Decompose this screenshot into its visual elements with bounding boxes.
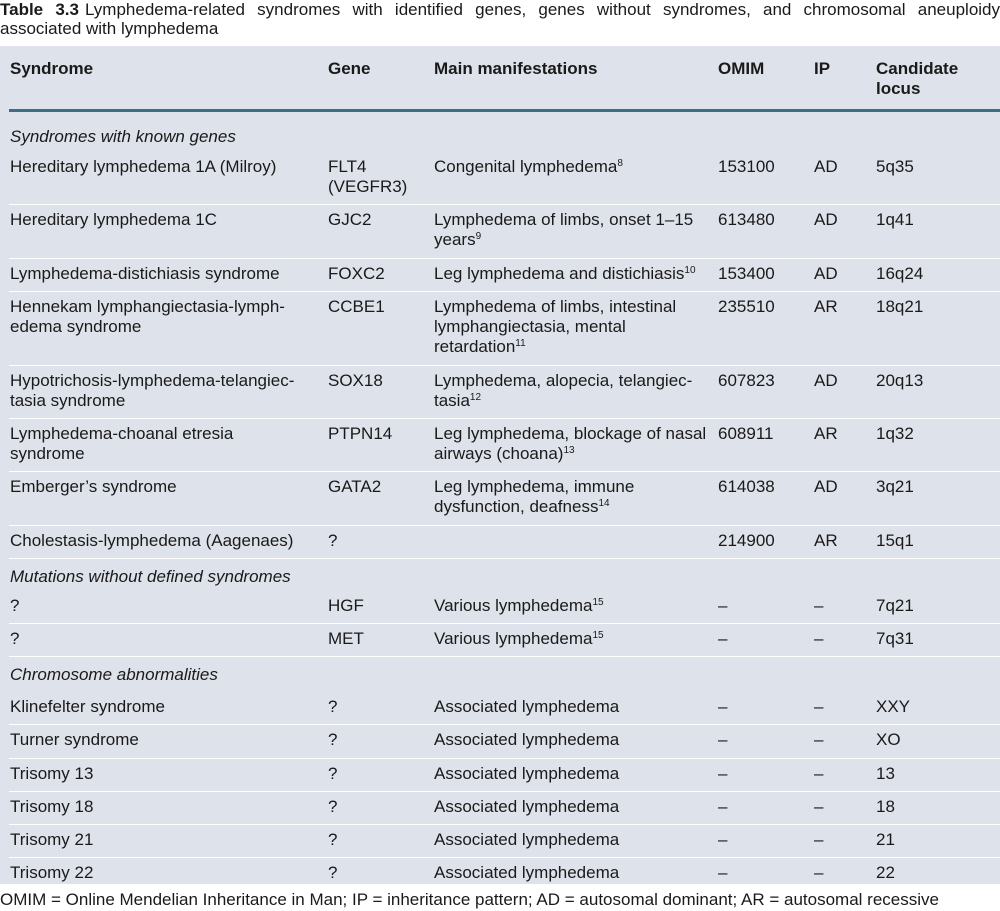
syndrome-text: Trisomy 18 bbox=[10, 797, 94, 816]
ip-text: AR bbox=[814, 297, 838, 316]
ip-text: – bbox=[814, 697, 824, 716]
syndrome-text: Trisomy 22 bbox=[10, 863, 94, 882]
locus-text: 18q21 bbox=[876, 297, 924, 316]
table-row bbox=[0, 365, 1000, 418]
locus-text: 16q24 bbox=[876, 264, 924, 283]
cell-manifestations bbox=[434, 297, 710, 357]
cell-omim bbox=[718, 730, 808, 750]
cell-locus bbox=[876, 629, 976, 649]
table-label: Table 3.3 bbox=[0, 0, 79, 19]
reference-number: 9 bbox=[475, 231, 482, 242]
cell-syndrome bbox=[10, 477, 310, 497]
cell-manifestations bbox=[434, 629, 710, 649]
omim-text: 613480 bbox=[718, 210, 775, 229]
omim-text: – bbox=[718, 797, 728, 816]
table-footnote: OMIM = Online Mendelian Inheritance in Man; IP = inheritance pattern; AD = autosomal dominant; AR = autosomal recessive bbox=[0, 890, 939, 909]
gene-text: FLT4 (VEGFR3) bbox=[328, 157, 408, 196]
cell-syndrome bbox=[10, 797, 310, 817]
table-row bbox=[0, 758, 1000, 791]
cell-omim bbox=[718, 697, 808, 717]
gene-text: ? bbox=[328, 830, 338, 849]
cell-omim bbox=[718, 531, 808, 551]
cell-gene bbox=[328, 157, 423, 197]
cell-omim bbox=[718, 830, 808, 850]
cell-manifestations bbox=[434, 596, 710, 616]
cell-locus bbox=[876, 297, 976, 317]
header-ip: IP bbox=[814, 59, 831, 78]
table-row bbox=[0, 724, 1000, 758]
cell-manifestations bbox=[434, 210, 710, 250]
omim-text: 153400 bbox=[718, 264, 775, 283]
header-rule bbox=[9, 109, 1000, 112]
gene-text: HGF bbox=[328, 596, 364, 615]
header-candidate-locus: Candidate locus bbox=[876, 59, 959, 98]
cell-locus bbox=[876, 596, 976, 616]
cell-ip bbox=[814, 797, 864, 817]
cell-ip bbox=[814, 210, 864, 230]
manifestations-text: Leg lymphedema, immune dysfunction, deafness bbox=[434, 477, 635, 516]
reference-number: 15 bbox=[592, 597, 604, 608]
cell-gene bbox=[328, 210, 423, 230]
manifestations-text: Associated lymphedema bbox=[434, 730, 620, 749]
ip-text: – bbox=[814, 830, 824, 849]
cell-gene bbox=[328, 297, 423, 317]
table-row bbox=[0, 623, 1000, 656]
cell-ip bbox=[814, 371, 864, 391]
table-row bbox=[0, 258, 1000, 291]
cell-ip bbox=[814, 264, 864, 284]
cell-syndrome bbox=[10, 371, 310, 411]
cell-omim bbox=[718, 210, 808, 230]
cell-omim bbox=[718, 371, 808, 391]
manifestations-text: Congenital lymphedema bbox=[434, 157, 618, 176]
locus-text: 15q1 bbox=[876, 531, 914, 550]
cell-omim bbox=[718, 264, 808, 284]
omim-text: – bbox=[718, 697, 728, 716]
locus-text: 13 bbox=[876, 764, 895, 783]
cell-locus bbox=[876, 157, 976, 177]
cell-ip bbox=[814, 863, 864, 883]
locus-text: XO bbox=[876, 730, 901, 749]
cell-syndrome bbox=[10, 297, 310, 337]
row-separator bbox=[9, 656, 1000, 657]
lymphedema-table bbox=[0, 46, 1000, 884]
cell-gene bbox=[328, 830, 423, 850]
ip-text: AR bbox=[814, 424, 838, 443]
header-syndrome: Syndrome bbox=[10, 59, 94, 78]
manifestations-text: Associated lymphedema bbox=[434, 697, 620, 716]
cell-locus bbox=[876, 830, 976, 850]
cell-ip bbox=[814, 477, 864, 497]
omim-text: 214900 bbox=[718, 531, 775, 550]
cell-ip bbox=[814, 157, 864, 177]
gene-text: ? bbox=[328, 730, 338, 749]
table-row bbox=[0, 471, 1000, 525]
syndrome-text: Emberger’s syndrome bbox=[10, 477, 177, 496]
table-row bbox=[0, 151, 1000, 204]
omim-text: 235510 bbox=[718, 297, 775, 316]
ip-text: AR bbox=[814, 531, 838, 550]
manifestations-text: Leg lymphedema, blockage of nasal airways (choana) bbox=[434, 424, 707, 463]
locus-text: 1q32 bbox=[876, 424, 914, 443]
cell-manifestations bbox=[434, 863, 710, 883]
locus-text: 22 bbox=[876, 863, 895, 882]
table-caption-text: Lymphedema-related syndromes with identified genes, genes without syndromes, and chromosomal aneuploidy associated with lymphedema bbox=[0, 0, 1000, 38]
section-heading: Mutations without defined syndromes bbox=[10, 567, 291, 586]
gene-text: MET bbox=[328, 629, 364, 648]
cell-omim bbox=[718, 797, 808, 817]
cell-ip bbox=[814, 531, 864, 551]
cell-syndrome bbox=[10, 697, 310, 717]
cell-manifestations bbox=[434, 697, 710, 717]
syndrome-text: Hypotrichosis-lymphedema-telangiec- tasia syndrome bbox=[10, 371, 295, 410]
gene-text: FOXC2 bbox=[328, 264, 385, 283]
cell-manifestations bbox=[434, 730, 710, 750]
omim-text: 614038 bbox=[718, 477, 775, 496]
gene-text: ? bbox=[328, 697, 338, 716]
ip-text: – bbox=[814, 863, 824, 882]
cell-omim bbox=[718, 629, 808, 649]
manifestations-text: Associated lymphedema bbox=[434, 863, 620, 882]
cell-gene bbox=[328, 531, 423, 551]
reference-number: 10 bbox=[684, 265, 696, 276]
cell-ip bbox=[814, 730, 864, 750]
gene-text: ? bbox=[328, 863, 338, 882]
cell-manifestations bbox=[434, 477, 710, 517]
gene-text: PTPN14 bbox=[328, 424, 393, 443]
syndrome-text: Lymphedema-distichiasis syndrome bbox=[10, 264, 280, 283]
syndrome-text: Klinefelter syndrome bbox=[10, 697, 165, 716]
cell-locus bbox=[876, 764, 976, 784]
omim-text: 607823 bbox=[718, 371, 775, 390]
locus-text: 3q21 bbox=[876, 477, 914, 496]
locus-text: 1q41 bbox=[876, 210, 914, 229]
gene-text: ? bbox=[328, 797, 338, 816]
cell-syndrome bbox=[10, 210, 310, 230]
ip-text: AD bbox=[814, 157, 838, 176]
ip-text: AD bbox=[814, 210, 838, 229]
omim-text: – bbox=[718, 730, 728, 749]
cell-syndrome bbox=[10, 596, 310, 616]
manifestations-text: Lymphedema of limbs, onset 1–15 years bbox=[434, 210, 694, 249]
cell-manifestations bbox=[434, 264, 710, 284]
ip-text: – bbox=[814, 764, 824, 783]
omim-text: 153100 bbox=[718, 157, 775, 176]
header-gene: Gene bbox=[328, 59, 371, 78]
syndrome-text: ? bbox=[10, 629, 20, 648]
table-row bbox=[0, 590, 1000, 623]
manifestations-text: Associated lymphedema bbox=[434, 764, 620, 783]
syndrome-text: Trisomy 13 bbox=[10, 764, 94, 783]
manifestations-text: Various lymphedema bbox=[434, 596, 593, 615]
cell-gene bbox=[328, 730, 423, 750]
table-row bbox=[0, 691, 1000, 724]
reference-number: 14 bbox=[598, 498, 610, 509]
omim-text: 608911 bbox=[718, 424, 774, 443]
omim-text: – bbox=[718, 596, 728, 615]
gene-text: ? bbox=[328, 531, 338, 550]
cell-omim bbox=[718, 863, 808, 883]
cell-syndrome bbox=[10, 629, 310, 649]
ip-text: AD bbox=[814, 477, 838, 496]
cell-gene bbox=[328, 697, 423, 717]
cell-locus bbox=[876, 730, 976, 750]
ip-text: – bbox=[814, 629, 824, 648]
cell-ip bbox=[814, 830, 864, 850]
header-manifestations: Main manifestations bbox=[434, 59, 598, 78]
manifestations-text: Various lymphedema bbox=[434, 629, 593, 648]
ip-text: – bbox=[814, 730, 824, 749]
table-row bbox=[0, 525, 1000, 558]
syndrome-text: Turner syndrome bbox=[10, 730, 139, 749]
cell-locus bbox=[876, 863, 976, 883]
cell-ip bbox=[814, 697, 864, 717]
cell-locus bbox=[876, 371, 976, 391]
cell-locus bbox=[876, 477, 976, 497]
row-separator bbox=[9, 558, 1000, 559]
cell-syndrome bbox=[10, 264, 310, 284]
gene-text: CCBE1 bbox=[328, 297, 385, 316]
ip-text: AD bbox=[814, 371, 838, 390]
syndrome-text: Hereditary lymphedema 1C bbox=[10, 210, 217, 229]
cell-manifestations bbox=[434, 157, 710, 177]
cell-omim bbox=[718, 297, 808, 317]
syndrome-text: Lymphedema-choanal etresia syndrome bbox=[10, 424, 234, 463]
locus-text: XXY bbox=[876, 697, 911, 716]
cell-locus bbox=[876, 697, 976, 717]
cell-manifestations bbox=[434, 764, 710, 784]
gene-text: ? bbox=[328, 764, 338, 783]
cell-gene bbox=[328, 596, 423, 616]
manifestations-text: Lymphedema, alopecia, telangiec- tasia bbox=[434, 371, 693, 410]
cell-syndrome bbox=[10, 764, 310, 784]
omim-text: – bbox=[718, 629, 728, 648]
cell-gene bbox=[328, 477, 423, 497]
section-heading: Chromosome abnormalities bbox=[10, 665, 218, 684]
cell-omim bbox=[718, 596, 808, 616]
cell-locus bbox=[876, 531, 976, 551]
cell-manifestations bbox=[434, 797, 710, 817]
cell-manifestations bbox=[434, 371, 710, 411]
cell-gene bbox=[328, 264, 423, 284]
gene-text: SOX18 bbox=[328, 371, 383, 390]
table-row bbox=[0, 791, 1000, 824]
reference-number: 15 bbox=[592, 630, 604, 641]
cell-omim bbox=[718, 764, 808, 784]
locus-text: 7q31 bbox=[876, 629, 914, 648]
omim-text: – bbox=[718, 764, 728, 783]
section-heading-row bbox=[0, 558, 1000, 590]
table-row bbox=[0, 204, 1000, 258]
syndrome-text: ? bbox=[10, 596, 20, 615]
section-heading-row bbox=[0, 656, 1000, 691]
ip-text: – bbox=[814, 596, 824, 615]
cell-gene bbox=[328, 863, 423, 883]
cell-syndrome bbox=[10, 730, 310, 750]
cell-manifestations bbox=[434, 830, 710, 850]
cell-omim bbox=[718, 424, 808, 444]
cell-ip bbox=[814, 629, 864, 649]
cell-ip bbox=[814, 424, 864, 444]
table-row bbox=[0, 857, 1000, 884]
cell-locus bbox=[876, 264, 976, 284]
reference-number: 13 bbox=[563, 445, 575, 456]
syndrome-text: Cholestasis-lymphedema (Aagenaes) bbox=[10, 531, 294, 550]
syndrome-text: Hereditary lymphedema 1A (Milroy) bbox=[10, 157, 277, 176]
cell-ip bbox=[814, 297, 864, 317]
manifestations-text: Lymphedema of limbs, intestinal lymphangiectasia, mental retardation bbox=[434, 297, 677, 356]
reference-number: 11 bbox=[515, 338, 526, 349]
cell-manifestations bbox=[434, 424, 710, 464]
cell-omim bbox=[718, 157, 808, 177]
cell-syndrome bbox=[10, 531, 310, 551]
cell-gene bbox=[328, 764, 423, 784]
locus-text: 20q13 bbox=[876, 371, 924, 390]
manifestations-text: Associated lymphedema bbox=[434, 830, 620, 849]
reference-number: 12 bbox=[469, 392, 482, 403]
cell-locus bbox=[876, 424, 976, 444]
table-caption bbox=[0, 0, 1000, 38]
table-row bbox=[0, 291, 1000, 365]
cell-ip bbox=[814, 764, 864, 784]
syndrome-text: Trisomy 21 bbox=[10, 830, 94, 849]
cell-omim bbox=[718, 477, 808, 497]
cell-gene bbox=[328, 424, 423, 444]
table-row bbox=[0, 824, 1000, 857]
table-row bbox=[0, 418, 1000, 471]
omim-text: – bbox=[718, 863, 728, 882]
cell-gene bbox=[328, 629, 423, 649]
locus-text: 21 bbox=[876, 830, 895, 849]
section-heading-row bbox=[0, 118, 1000, 151]
cell-gene bbox=[328, 371, 423, 391]
cell-syndrome bbox=[10, 424, 310, 464]
cell-syndrome bbox=[10, 863, 310, 883]
manifestations-text: Leg lymphedema and distichiasis bbox=[434, 264, 685, 283]
locus-text: 7q21 bbox=[876, 596, 914, 615]
cell-ip bbox=[814, 596, 864, 616]
reference-number: 8 bbox=[617, 158, 623, 169]
cell-locus bbox=[876, 210, 976, 230]
cell-syndrome bbox=[10, 830, 310, 850]
locus-text: 18 bbox=[876, 797, 895, 816]
cell-syndrome bbox=[10, 157, 310, 177]
gene-text: GATA2 bbox=[328, 477, 382, 496]
gene-text: GJC2 bbox=[328, 210, 372, 229]
manifestations-text: Associated lymphedema bbox=[434, 797, 620, 816]
cell-gene bbox=[328, 797, 423, 817]
locus-text: 5q35 bbox=[876, 157, 914, 176]
ip-text: – bbox=[814, 797, 824, 816]
table-header bbox=[0, 46, 1000, 110]
omim-text: – bbox=[718, 830, 728, 849]
section-heading: Syndromes with known genes bbox=[10, 127, 236, 146]
header-omim: OMIM bbox=[718, 59, 765, 78]
cell-locus bbox=[876, 797, 976, 817]
syndrome-text: Hennekam lymphangiectasia-lymph- edema syndrome bbox=[10, 297, 285, 336]
ip-text: AD bbox=[814, 264, 838, 283]
